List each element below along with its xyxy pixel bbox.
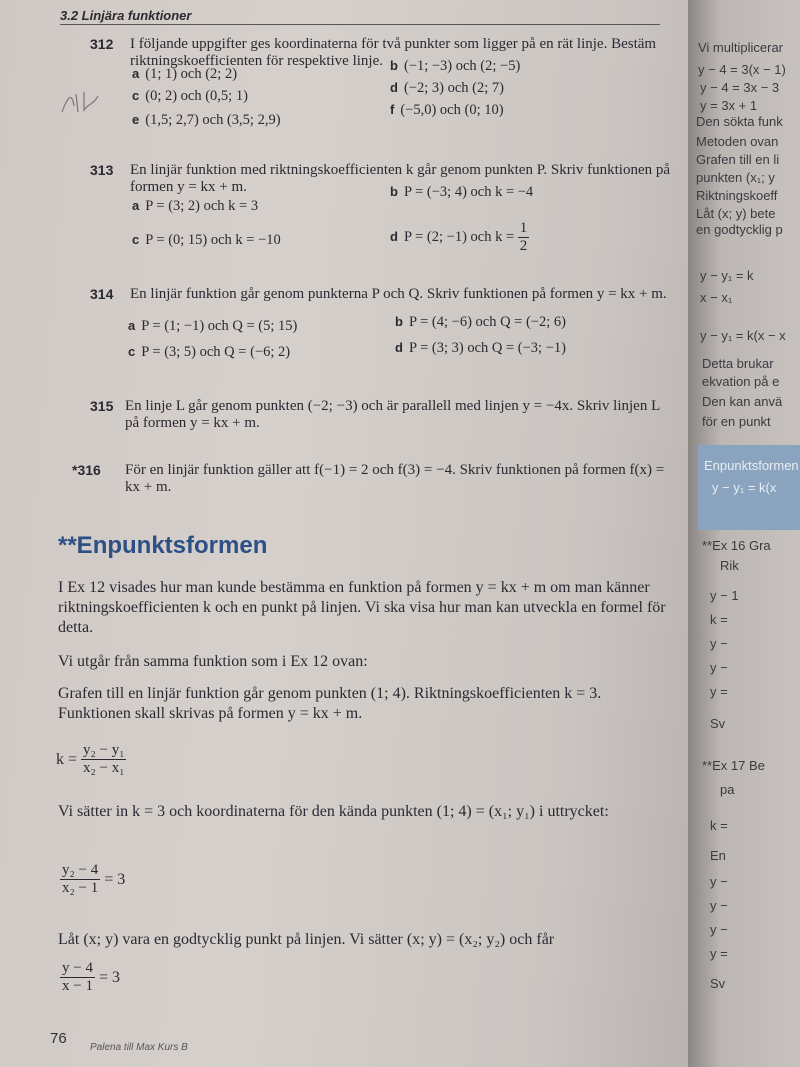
exercise-number: *316 bbox=[72, 462, 101, 478]
pencil-mark-icon bbox=[60, 86, 105, 116]
facing-page-line: k = bbox=[710, 612, 728, 627]
facing-page-line: Riktningskoeff bbox=[696, 188, 778, 203]
subtask: c P = (0; 15) och k = −10 bbox=[132, 232, 281, 248]
facing-page-line: x − x₁ bbox=[700, 290, 733, 305]
exercise-text: En linjär funktion går genom punkterna P och Q. Skriv funktionen på formen y = kx + m. bbox=[130, 286, 667, 302]
formula-substituted: $\frac{\text{y₂ − 4}}{\text{x₂ − 1}}$ = 3 bbox=[62, 862, 126, 896]
facing-page-line: y − bbox=[710, 660, 728, 675]
subtask: c P = (3; 5) och Q = (−6; 2) bbox=[128, 344, 291, 360]
paragraph: I Ex 12 visades hur man kunde bestämma en funktion på formen y = kx + m om man känner riktningskoefficienten k och en punkt på linjen. Vi ska visa hur man kan utveckla en formel för detta. bbox=[58, 579, 666, 636]
facing-page-line: y − y₁ = k(x − x bbox=[700, 328, 786, 343]
facing-page-line: ekvation på e bbox=[702, 374, 780, 389]
paragraph: Låt (x; y) vara en godtycklig punkt på linjen. Vi sätter (x; y) = (x₂; y₂) och får bbox=[58, 931, 555, 948]
paragraph: Grafen till en linjär funktion går genom punkten (1; 4). Riktningskoefficienten k = 3. Funktionen skall skrivas på formen y = kx + m. bbox=[58, 685, 602, 722]
exercise-text: En linje L går genom punkten (−2; −3) och är parallell med linjen y = −4x. Skriv linjen L på formen y = kx + m. bbox=[125, 398, 660, 431]
exercise-number: 315 bbox=[90, 398, 114, 414]
facing-page bbox=[688, 0, 800, 1067]
fraction: $\frac{1}{2}$ bbox=[519, 220, 528, 254]
facing-page-line: pa bbox=[720, 782, 735, 797]
facing-page-line: y = bbox=[710, 946, 728, 961]
facing-page-line: y − 4 = 3(x − 1) bbox=[698, 62, 786, 77]
facing-page-line: y − 1 bbox=[710, 588, 739, 603]
subtask: a (1; 1) och (2; 2) bbox=[132, 66, 238, 82]
subtask: e (1,5; 2,7) och (3,5; 2,9) bbox=[132, 112, 281, 128]
facing-page-line: Grafen till en li bbox=[696, 152, 780, 167]
facing-page-line: Sv bbox=[710, 976, 726, 991]
subtask: b P = (4; −6) och Q = (−2; 6) bbox=[395, 314, 566, 330]
subtask: f (−5,0) och (0; 10) bbox=[390, 102, 504, 118]
facing-page-line: **Ex 17 Be bbox=[702, 758, 765, 773]
subtask: b P = (−3; 4) och k = −4 bbox=[390, 184, 534, 200]
facing-page-line: Enpunktsformen bbox=[704, 458, 799, 473]
page-number: 76 bbox=[50, 1030, 67, 1047]
facing-page-line: y = bbox=[710, 684, 728, 699]
facing-page-line: y − bbox=[710, 898, 728, 913]
subtask: b (−1; −3) och (2; −5) bbox=[390, 58, 521, 74]
exercise-number: 312 bbox=[90, 36, 114, 52]
exercise-number: 313 bbox=[90, 162, 114, 178]
section-title: **Enpunktsformen bbox=[58, 532, 268, 559]
facing-page-line: för en punkt bbox=[702, 414, 771, 429]
subtask: d (−2; 3) och (2; 7) bbox=[390, 80, 504, 96]
page-footer: Palena till Max Kurs B bbox=[90, 1042, 188, 1053]
facing-page-line: en godtycklig p bbox=[696, 222, 783, 237]
running-head: 3.2 Linjära funktioner bbox=[60, 8, 192, 23]
facing-page-line: En bbox=[710, 848, 726, 863]
facing-page-line: k = bbox=[710, 818, 728, 833]
exercise-text: I följande uppgifter ges koordinaterna för två punkter som ligger på en rät linje. Bestäm riktningskoefficienten för respektive linje. bbox=[130, 36, 657, 69]
facing-page-line: punkten (x₁; y bbox=[696, 170, 775, 185]
facing-page-line: y − bbox=[710, 636, 728, 651]
facing-page-line: y − bbox=[710, 874, 728, 889]
formula-general: $\frac{y - 4}{x - 1}$ = 3 bbox=[62, 960, 120, 994]
facing-page-line: y = 3x + 1 bbox=[700, 98, 758, 113]
facing-page-line: Den sökta funk bbox=[696, 114, 783, 129]
subtask: a P = (3; 2) och k = 3 bbox=[132, 198, 259, 214]
facing-page-line: Låt (x; y) bete bbox=[696, 206, 776, 221]
facing-page-line: y − y₁ = k(x bbox=[712, 480, 777, 495]
facing-page-line: Detta brukar bbox=[702, 356, 774, 371]
subtask: d P = (2; −1) och k = $\frac{1}{2}$ bbox=[390, 220, 528, 254]
facing-page-line: Sv bbox=[710, 716, 726, 731]
facing-page-line: Den kan anvä bbox=[702, 394, 783, 409]
facing-page-line: Rik bbox=[720, 558, 739, 573]
paragraph: Vi utgår från samma funktion som i Ex 12 ovan: bbox=[58, 653, 368, 670]
facing-page-line: y − y₁ = k bbox=[700, 268, 754, 283]
facing-page-line: y − 4 = 3x − 3 bbox=[700, 80, 780, 95]
header-rule bbox=[60, 24, 660, 25]
subtask: c (0; 2) och (0,5; 1) bbox=[132, 88, 248, 104]
facing-page-line: **Ex 16 Gra bbox=[702, 538, 771, 553]
facing-page-line: y − bbox=[710, 922, 728, 937]
subtask: d P = (3; 3) och Q = (−3; −1) bbox=[395, 340, 566, 356]
subtask: a P = (1; −1) och Q = (5; 15) bbox=[128, 318, 298, 334]
exercise-number: 314 bbox=[90, 286, 114, 302]
facing-page-line: Vi multiplicerar bbox=[698, 40, 784, 55]
facing-page-line: Metoden ovan bbox=[696, 134, 779, 149]
paragraph: Vi sätter in k = 3 och koordinaterna för den kända punkten (1; 4) = (x₁; y₁) i uttrycket: bbox=[58, 803, 609, 820]
formula-slope: k = $\frac{\text{y₂ − y₁}}{\text{x₂ − x₁}}$ bbox=[56, 742, 125, 776]
exercise-text: En linjär funktion med riktningskoefficienten k går genom punkten P. Skriv funktionen på formen y = kx + m. bbox=[130, 162, 671, 195]
exercise-text: För en linjär funktion gäller att f(−1) = 2 och f(3) = −4. Skriv funktionen på formen f(x) = kx + m. bbox=[125, 462, 665, 495]
